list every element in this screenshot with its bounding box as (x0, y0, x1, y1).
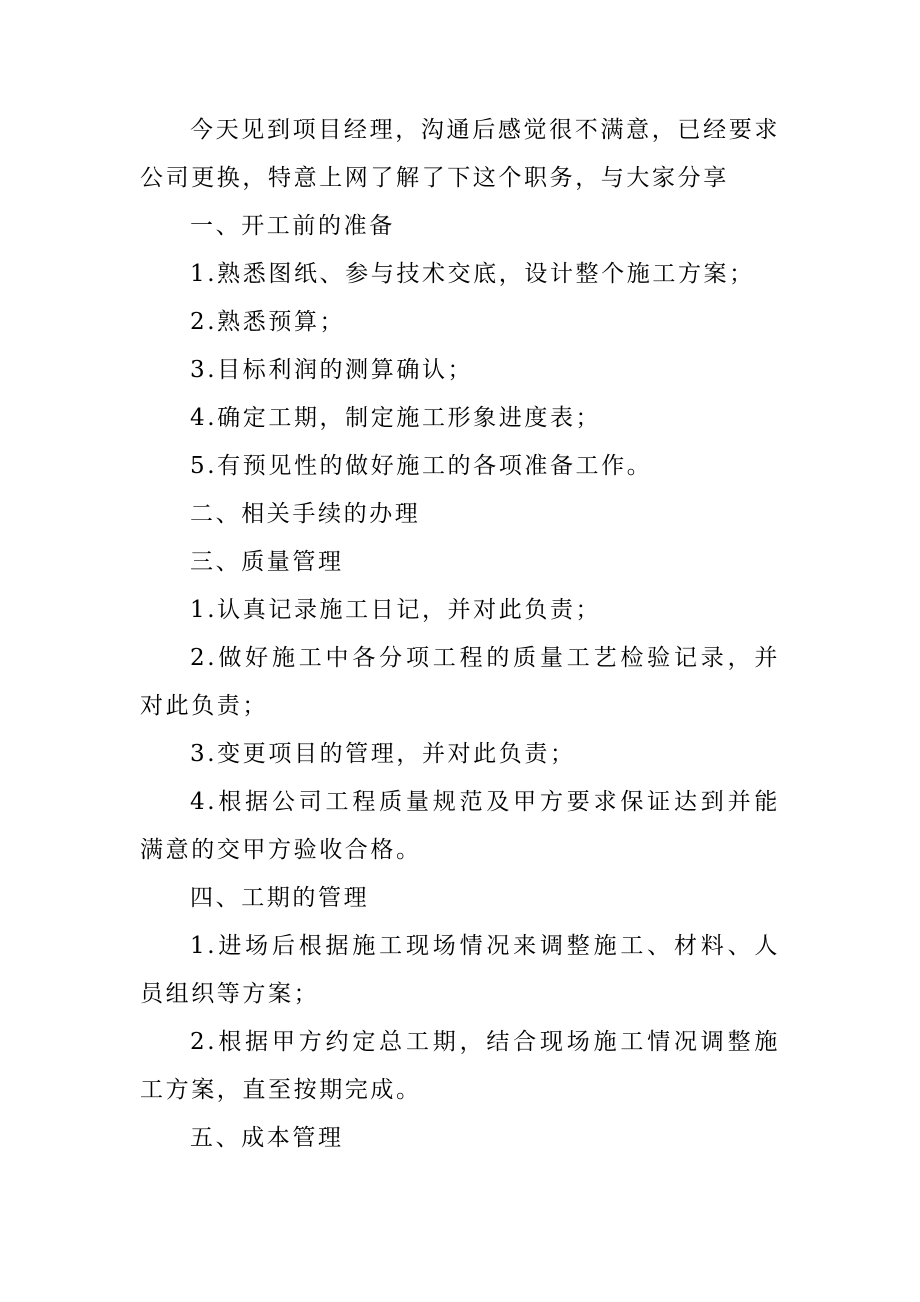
list-item: 1.认真记录施工日记，并对此负责； (190, 597, 602, 623)
list-item: 5.有预见性的做好施工的各项准备工作。 (190, 453, 653, 479)
section-heading-schedule: 四、工期的管理 (190, 885, 370, 911)
list-item: 4.确定工期，制定施工形象进度表； (190, 405, 602, 431)
section-heading-quality: 三、质量管理 (190, 549, 344, 575)
section-heading-preparation: 一、开工前的准备 (190, 213, 395, 239)
list-item: 1.进场后根据施工现场情况来调整施工、材料、人员组织等方案； (140, 933, 780, 1007)
list-item: 2.根据甲方约定总工期，结合现场施工情况调整施工方案，直至按期完成。 (140, 1029, 780, 1103)
section-heading-procedures: 二、相关手续的办理 (190, 501, 421, 527)
intro-paragraph: 今天见到项目经理，沟通后感觉很不满意，已经要求公司更换，特意上网了解了下这个职务，与大家分享 (140, 117, 780, 191)
list-item: 3.变更项目的管理，并对此负责； (190, 741, 576, 767)
list-item: 2.做好施工中各分项工程的质量工艺检验记录，并对此负责； (140, 645, 780, 719)
list-item: 2.熟悉预算； (190, 309, 346, 335)
list-item: 3.目标利润的测算确认； (190, 357, 474, 383)
section-heading-cost: 五、成本管理 (190, 1125, 344, 1151)
list-item: 1.熟悉图纸、参与技术交底，设计整个施工方案； (190, 261, 755, 287)
list-item: 4.根据公司工程质量规范及甲方要求保证达到并能满意的交甲方验收合格。 (140, 789, 780, 863)
